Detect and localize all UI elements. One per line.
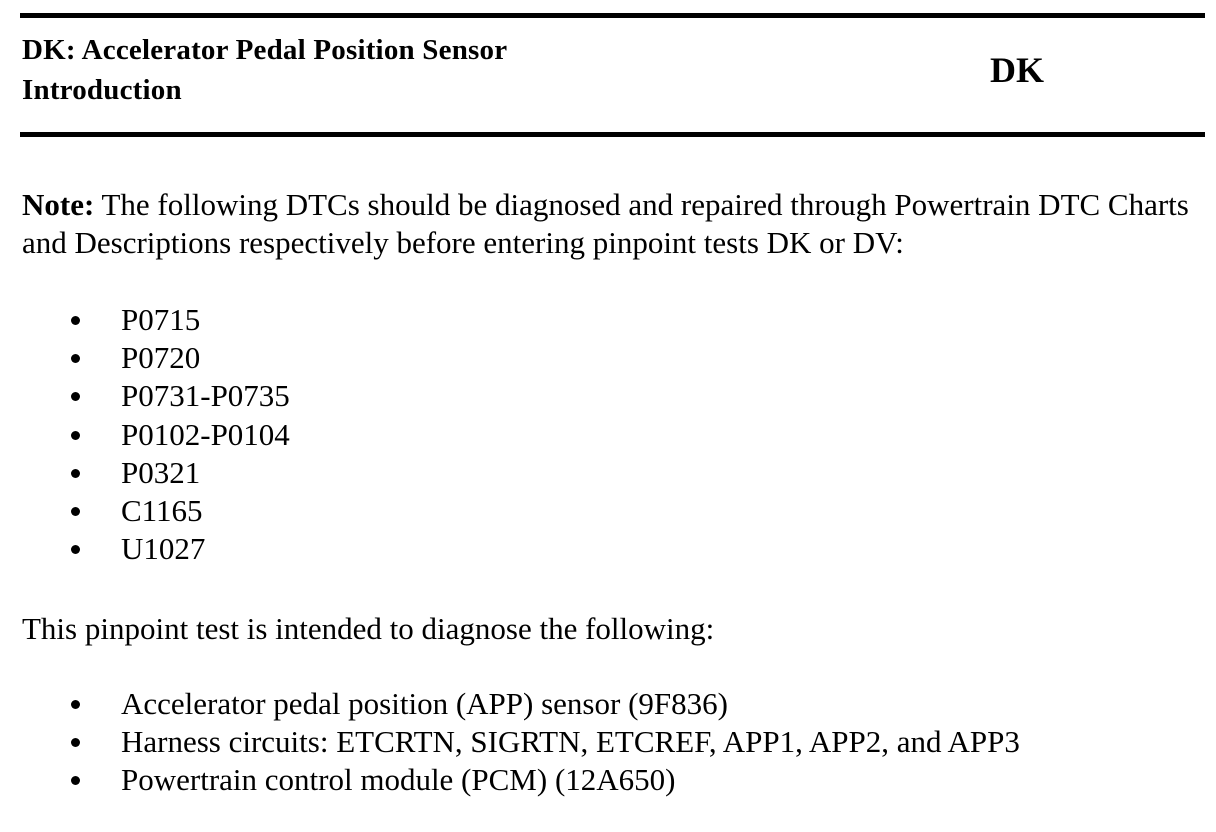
- bullet-icon: [71, 469, 80, 478]
- list-item: U1027: [0, 530, 290, 568]
- note-text: The following DTCs should be diagnosed and repaired through Powertrain DTC Charts and Descriptions respectively before entering pinpoint tests DK or DV:: [22, 187, 1189, 260]
- list-item: C1165: [0, 492, 290, 530]
- diagnose-list: [0, 685, 1020, 800]
- bullet-icon: [71, 507, 80, 516]
- section-code: DK: [990, 50, 1044, 90]
- bullet-icon: [71, 316, 80, 325]
- bullet-icon: [71, 700, 80, 709]
- note-label: Note:: [22, 187, 95, 222]
- list-item: Powertrain control module (PCM) (12A650): [0, 761, 1020, 799]
- dtc-list: [0, 301, 290, 568]
- bullet-icon: [71, 354, 80, 363]
- page-title-line1: DK: Accelerator Pedal Position Sensor: [22, 34, 508, 66]
- note-paragraph: [22, 186, 1212, 262]
- bullet-icon: [71, 431, 80, 440]
- list-item: Accelerator pedal position (APP) sensor (9F836): [0, 685, 1020, 723]
- list-item: P0321: [0, 454, 290, 492]
- list-item: P0731-P0735: [0, 377, 290, 415]
- intro-paragraph: This pinpoint test is intended to diagnose the following:: [22, 611, 715, 646]
- bullet-icon: [71, 776, 80, 785]
- bullet-icon: [71, 545, 80, 554]
- page-title: [22, 30, 507, 110]
- list-item: P0715: [0, 301, 290, 339]
- list-item: P0720: [0, 339, 290, 377]
- bullet-icon: [71, 392, 80, 401]
- header-top-rule: [20, 13, 1205, 18]
- header-bottom-rule: [20, 132, 1205, 137]
- list-item: Harness circuits: ETCRTN, SIGRTN, ETCREF, APP1, APP2, and APP3: [0, 723, 1020, 761]
- bullet-icon: [71, 738, 80, 747]
- page-title-line2: Introduction: [22, 74, 182, 106]
- list-item: P0102-P0104: [0, 416, 290, 454]
